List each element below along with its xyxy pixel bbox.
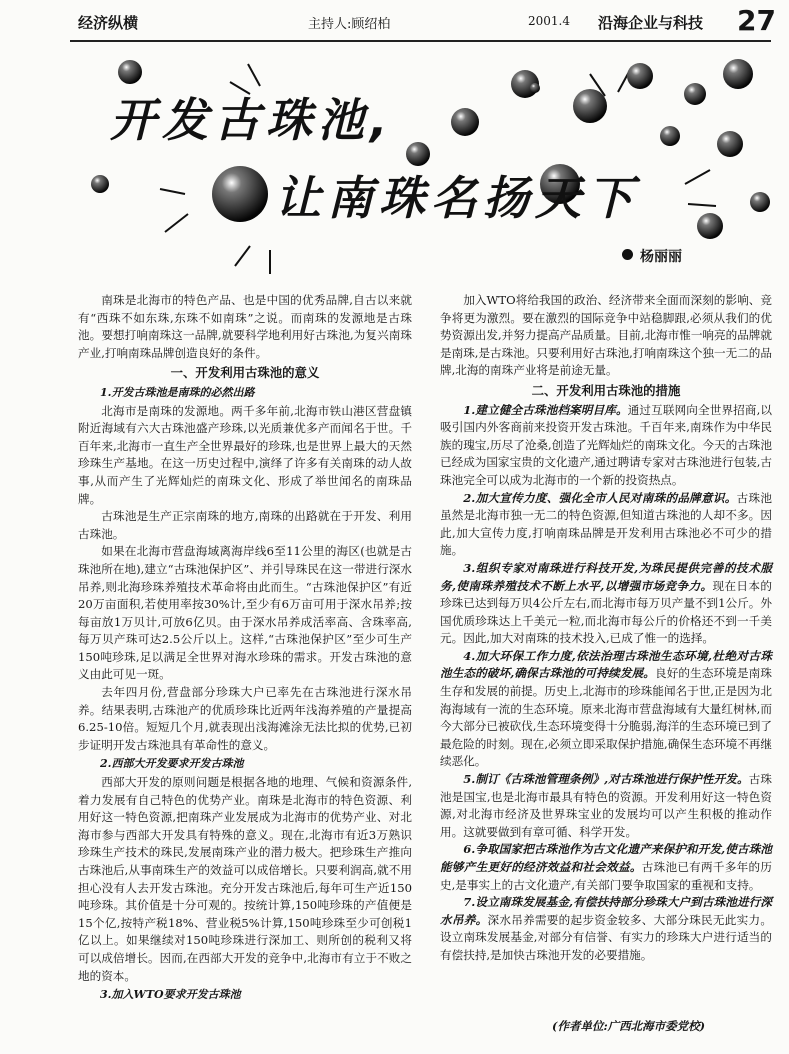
paragraph: 加入WTO将给我国的政治、经济带来全面而深刻的影响、竞争将更为激烈。要在激烈的国际竞争中站稳脚跟,必须从我们的优势资源出发,并努力提高产品质量。目前,北海市惟一响亮的品牌就是南珠,是古珠池。只要利用好古珠池,打响南珠这个独一无二的品牌,北海的南珠产业将是前途无量。 bbox=[440, 293, 772, 378]
title-banner bbox=[70, 44, 782, 280]
measure-text: 古珠池虽然是北海市独一无二的特色资源,但知道古珠池的人却不多。因此,加大宣传力度,打响南珠品牌是开发利用古珠池必不可少的措施。 bbox=[440, 490, 772, 558]
subsection-1-3-heading: 3.加入WTO要求开发古珠池 bbox=[100, 988, 241, 1002]
section-2-heading: 二、开发利用古珠池的措施 bbox=[531, 382, 681, 398]
measure-lead: 7.设立南珠发展基金,有偿扶持部分珍珠大户到古珠池进行深水吊养。 bbox=[440, 895, 772, 927]
measure-text: 良好的生态环境是南珠生存和发展的前提。历史上,北海市的珍珠能闻名于世,正是因为北海海域有一流的生态环境。原来北海市营盘海域有大量红树林,而今大部分已被砍伐,生态环境变得十分脆弱,海洋的生态环境已到了最危险的时刻。现在,必须立即采取保护措施,确保生态环境不再继续恶化。 bbox=[440, 666, 772, 769]
title-line-2: 让南珠名扬天下 bbox=[275, 171, 639, 225]
measure-text: 通过互联网向全世界招商,以吸引国内外客商前来投资开发古珠池。千百年来,南珠作为中华民族的瑰宝,历尽了沧桑,创造了光辉灿烂的南珠文化。今天的古珠池已经成为国家宝贵的文化遗产,通过聘请专家对古珠池进行包装,古珠池完全可以成为北海市的一个新的投资热点。 bbox=[440, 402, 772, 487]
measure-item bbox=[440, 771, 772, 841]
measure-item bbox=[440, 402, 772, 490]
left-column bbox=[78, 292, 412, 1005]
issue-date: 2001.4 bbox=[528, 14, 570, 28]
measure-text: 古珠池是国宝,也是北海市最具有特色的资源。开发利用好这一特色资源,对北海市经济及世界珠宝业的发展均可以产生积极的推动作用。这就要做到有章可循、科学开发。 bbox=[440, 772, 772, 839]
subsection-1-2-heading: 2.西部大开发要求开发古珠池 bbox=[100, 757, 244, 771]
measure-lead: 3.组织专家对南珠进行科技开发,为珠民提供完善的技术服务,使南珠养殖技术不断上水平,以增强市场竞争力。 bbox=[440, 560, 772, 593]
measure-item bbox=[440, 648, 772, 771]
section-1-heading: 一、开发利用古珠池的意义 bbox=[170, 365, 320, 381]
subsection-1-1-heading: 1.开发古珠池是南珠的必然出路 bbox=[100, 385, 255, 399]
measure-text: 古珠池已有两千多年的历史,是事实上的古文化遗产,有关部门要争取国家的重视和支持。 bbox=[440, 860, 772, 892]
measure-lead: 4.加大环保工作力度,依法治理古珠池生态环境,杜绝对古珠池生态的破坏,确保古珠池的可持续发展。 bbox=[440, 648, 772, 681]
paragraph: 西部大开发的原则问题是根据各地的地理、气候和资源条件,着力发展有自己特色的优势产业。南珠是北海市的特色资源、利用好这一特色资源,把南珠产业发展成为北海市的优势产业、对北海市参与西部大开发具有特殊的意义。现在,北海市有近3万熟识珍珠生产技术的珠民,发展南珠产业的潜力极大。把珍珠生产推向古珠池后,从事南珠生产的效益可以成倍增长。只要利润高,就不用担心没有人去开发古珠池。充分开发古珠池后,每年可生产近150吨珍珠。其价值是十分可观的。按统计算,150吨珍珠的产值便是15个亿,按特产税18%、营业税5%计算,150吨珍珠至少可创税1亿以上。如果继续对150吨珍珠进行深加工、则所创的税利又将可以成倍增长。因而,在西部大开发的竞争中,北海市有立于不败之地的资本。 bbox=[78, 775, 412, 983]
page-header bbox=[0, 0, 789, 40]
measure-lead: 5.制订《古珠池管理条例》,对古珠池进行保护性开发。 bbox=[463, 772, 749, 787]
measure-text: 现在日本的珍珠已达到每万贝4公斤左右,而北海市每万贝产量不到1公斤。外国优质珍珠达上千美元一粒,而北海市每公斤的价格还不到一千美元。因此,加大对南珠的技术投入,已成了惟一的选择。 bbox=[440, 578, 772, 646]
measure-item bbox=[440, 841, 772, 894]
author-bullet bbox=[622, 249, 633, 260]
paragraph: 古珠池是生产正宗南珠的地方,南珠的出路就在于开发、利用古珠池。 bbox=[78, 509, 412, 541]
magazine-name: 沿海企业与科技 bbox=[598, 14, 704, 32]
title-line-1: 开发古珠池, bbox=[110, 93, 394, 147]
measure-lead: 2.加大宣传力度、强化全市人民对南珠的品牌意识。 bbox=[463, 490, 737, 505]
measure-item bbox=[440, 490, 772, 560]
paragraph: 去年四月份,营盘部分珍珠大户已率先在古珠池进行深水吊养。结果表明,古珠池产的优质珍珠比近两年浅海养殖的产量提高6.25-10倍。短短几个月,就表现出浅海滩涂无法比拟的优势,已初步证明开发古珠池具有革命性的意义。 bbox=[78, 685, 412, 752]
header-rule bbox=[70, 40, 771, 42]
measure-lead: 1.建立健全古珠池档案明目库。 bbox=[463, 402, 628, 417]
paragraph: 北海市是南珠的发源地。两千多年前,北海市铁山港区营盘镇附近海域有六大古珠池盛产珍珠,以光质兼优多产而闻名于世。千百年来,北海市一直生产全世界最好的珍珠,也是世界上最大的天然珍珠生产基地。在这一历史过程中,演绎了许多有关南珠的动人故事,从而产生了光辉灿烂的南珠文化、形成了举世闻名的南珠品牌。 bbox=[78, 403, 412, 506]
column-section-name: 经济纵横 bbox=[78, 14, 139, 32]
intro-paragraph: 南珠是北海市的特色产品、也是中国的优秀品牌,自古以来就有“西珠不如东珠,东珠不如南珠”之说。而南珠的发源地是古珠池。要想打响南珠这一品牌,就要科学地利用好古珠池,为复兴南珠产业,打响南珠品牌创造良好的条件。 bbox=[78, 293, 412, 360]
measure-item bbox=[440, 894, 772, 964]
author-affiliation: (作者单位:广西北海市委党校) bbox=[552, 1019, 706, 1033]
page-number: 27 bbox=[737, 4, 776, 37]
measure-text: 深水吊养需要的起步资金较多、大部分珠民无此实力。设立南珠发展基金,对部分有信誉、有实力的珍珠大户进行适当的有偿扶持,是加快古珠池开发的必要措施。 bbox=[440, 912, 772, 962]
measure-lead: 6.争取国家把古珠池作为古文化遗产来保护和开发,使古珠池能够产生更好的经济效益和社会效益。 bbox=[440, 842, 772, 874]
right-column bbox=[440, 292, 772, 965]
measure-item bbox=[440, 560, 772, 648]
author-name: 杨丽丽 bbox=[640, 249, 682, 265]
column-host: 主持人:顾绍柏 bbox=[308, 17, 391, 32]
paragraph: 如果在北海市营盘海域离海岸线6至11公里的海区(也就是古珠池所在地),建立“古珠池保护区”、并引导珠民在这一带进行深水吊养,则北海珍珠养殖技术革命将由此而生。“古珠池保护区”有近20万亩面积,若使用率按30%计,至少有6万亩可用于深水吊养;按每亩放1万贝计,可放6亿贝。由于深水吊养成活率高、含珠率高,每万贝产珠可达2.5公斤以上。这样,“古珠池保护区”至少可生产150吨珍珠,足以满足全世界对海水珍珠的需求。开发古珠池的意义由此可见一斑。 bbox=[78, 544, 412, 682]
